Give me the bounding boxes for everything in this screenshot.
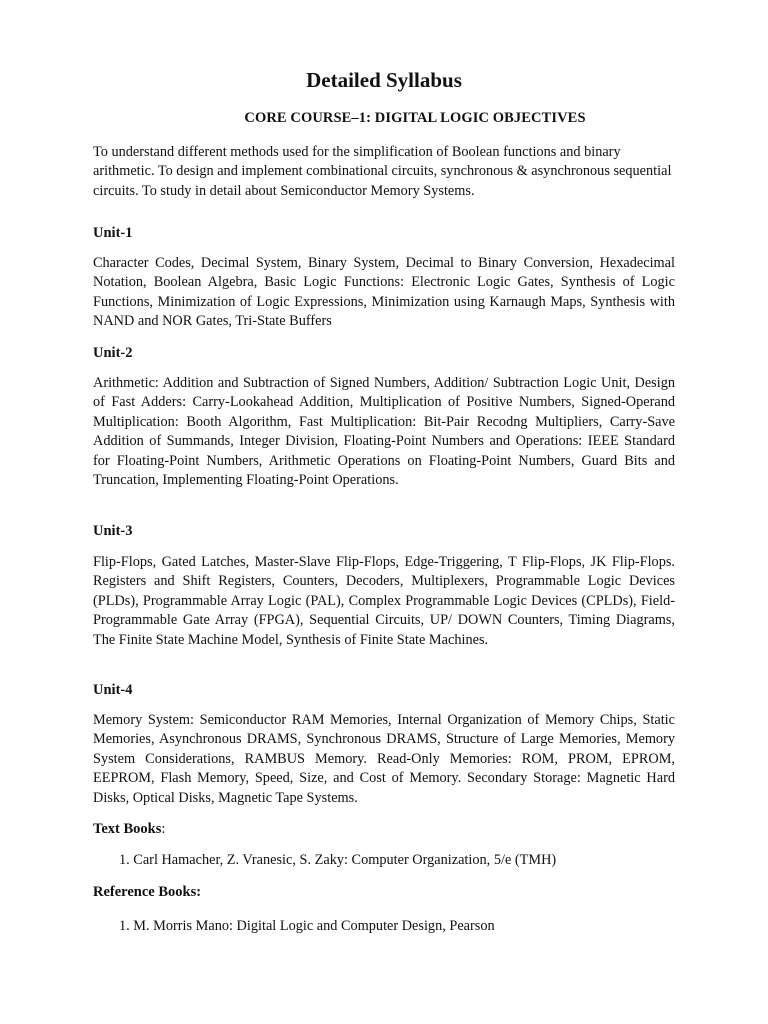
page-title: Detailed Syllabus	[306, 68, 462, 92]
unit-1-heading: Unit-1	[93, 225, 133, 241]
unit-3-heading: Unit-3	[93, 523, 133, 539]
unit-2-heading: Unit-2	[93, 345, 133, 361]
text-books-label: Text Books	[93, 821, 162, 837]
unit-1-content: Character Codes, Decimal System, Binary System, Decimal to Binary Conversion, Hexadecimal Notation, Boolean Algebra, Basic Logic Functions: Electronic Logic Gates, Synthesis of Logic Functions, Minimization of Logic Expressions, Minimization using Karnaugh Maps, Synthesis with NAND and NOR Gates, Tri-State Buffers	[93, 255, 675, 330]
unit-2-content: Arithmetic: Addition and Subtraction of Signed Numbers, Addition/ Subtraction Logic Unit, Design of Fast Adders: Carry-Lookahead Addition, Multiplication of Positive Numbers, Signed-Operand Multiplication: Booth Algorithm, Fast Multiplication: Bit-Pair Recodng Multipliers, Carry-Save Addition of Summands, Integer Division, Floating-Point Numbers and Operations: IEEE Standard for Floating-Point Numbers, Arithmetic Operations on Floating-Point Numbers, Guard Bits and Truncation, Implementing Floating-Point Operations.	[93, 375, 675, 489]
text-book-item-1: 1. Carl Hamacher, Z. Vranesic, S. Zaky: Computer Organization, 5/e (TMH)	[119, 852, 557, 868]
text-books-heading	[93, 821, 165, 838]
unit-4-heading: Unit-4	[93, 682, 133, 698]
unit-3-content: Flip-Flops, Gated Latches, Master-Slave Flip-Flops, Edge-Triggering, T Flip-Flops, JK Flip-Flops. Registers and Shift Registers, Counters, Decoders, Multiplexers, Programmable Logic Devices (PLDs), Programmable Array Logic (PAL), Complex Programmable Logic Devices (CPLDs), Field-Programmable Gate Array (FPGA), Sequential Circuits, UP/ DOWN Counters, Timing Diagrams, The Finite State Machine Model, Synthesis of Finite State Machines.	[93, 554, 675, 648]
course-subtitle: CORE COURSE–1: DIGITAL LOGIC OBJECTIVES	[244, 110, 586, 126]
unit-4-content: Memory System: Semiconductor RAM Memories, Internal Organization of Memory Chips, Static Memories, Asynchronous DRAMS, Synchronous DRAMS, Structure of Large Memories, Memory System Considerations, RAMBUS Memory. Read-Only Memories: ROM, PROM, EPROM, EEPROM, Flash Memory, Speed, Size, and Cost of Memory. Secondary Storage: Magnetic Hard Disks, Optical Disks, Magnetic Tape Systems.	[93, 712, 675, 806]
reference-book-item-1: 1. M. Morris Mano: Digital Logic and Computer Design, Pearson	[119, 918, 495, 934]
objectives-paragraph: To understand different methods used for the simplification of Boolean functions and binary arithmetic. To design and implement combinational circuits, synchronous & asynchronous sequential circuits. To study in detail about Semiconductor Memory Systems.	[93, 144, 672, 199]
text-books-colon: :	[161, 821, 166, 837]
reference-books-heading: Reference Books:	[93, 884, 202, 900]
